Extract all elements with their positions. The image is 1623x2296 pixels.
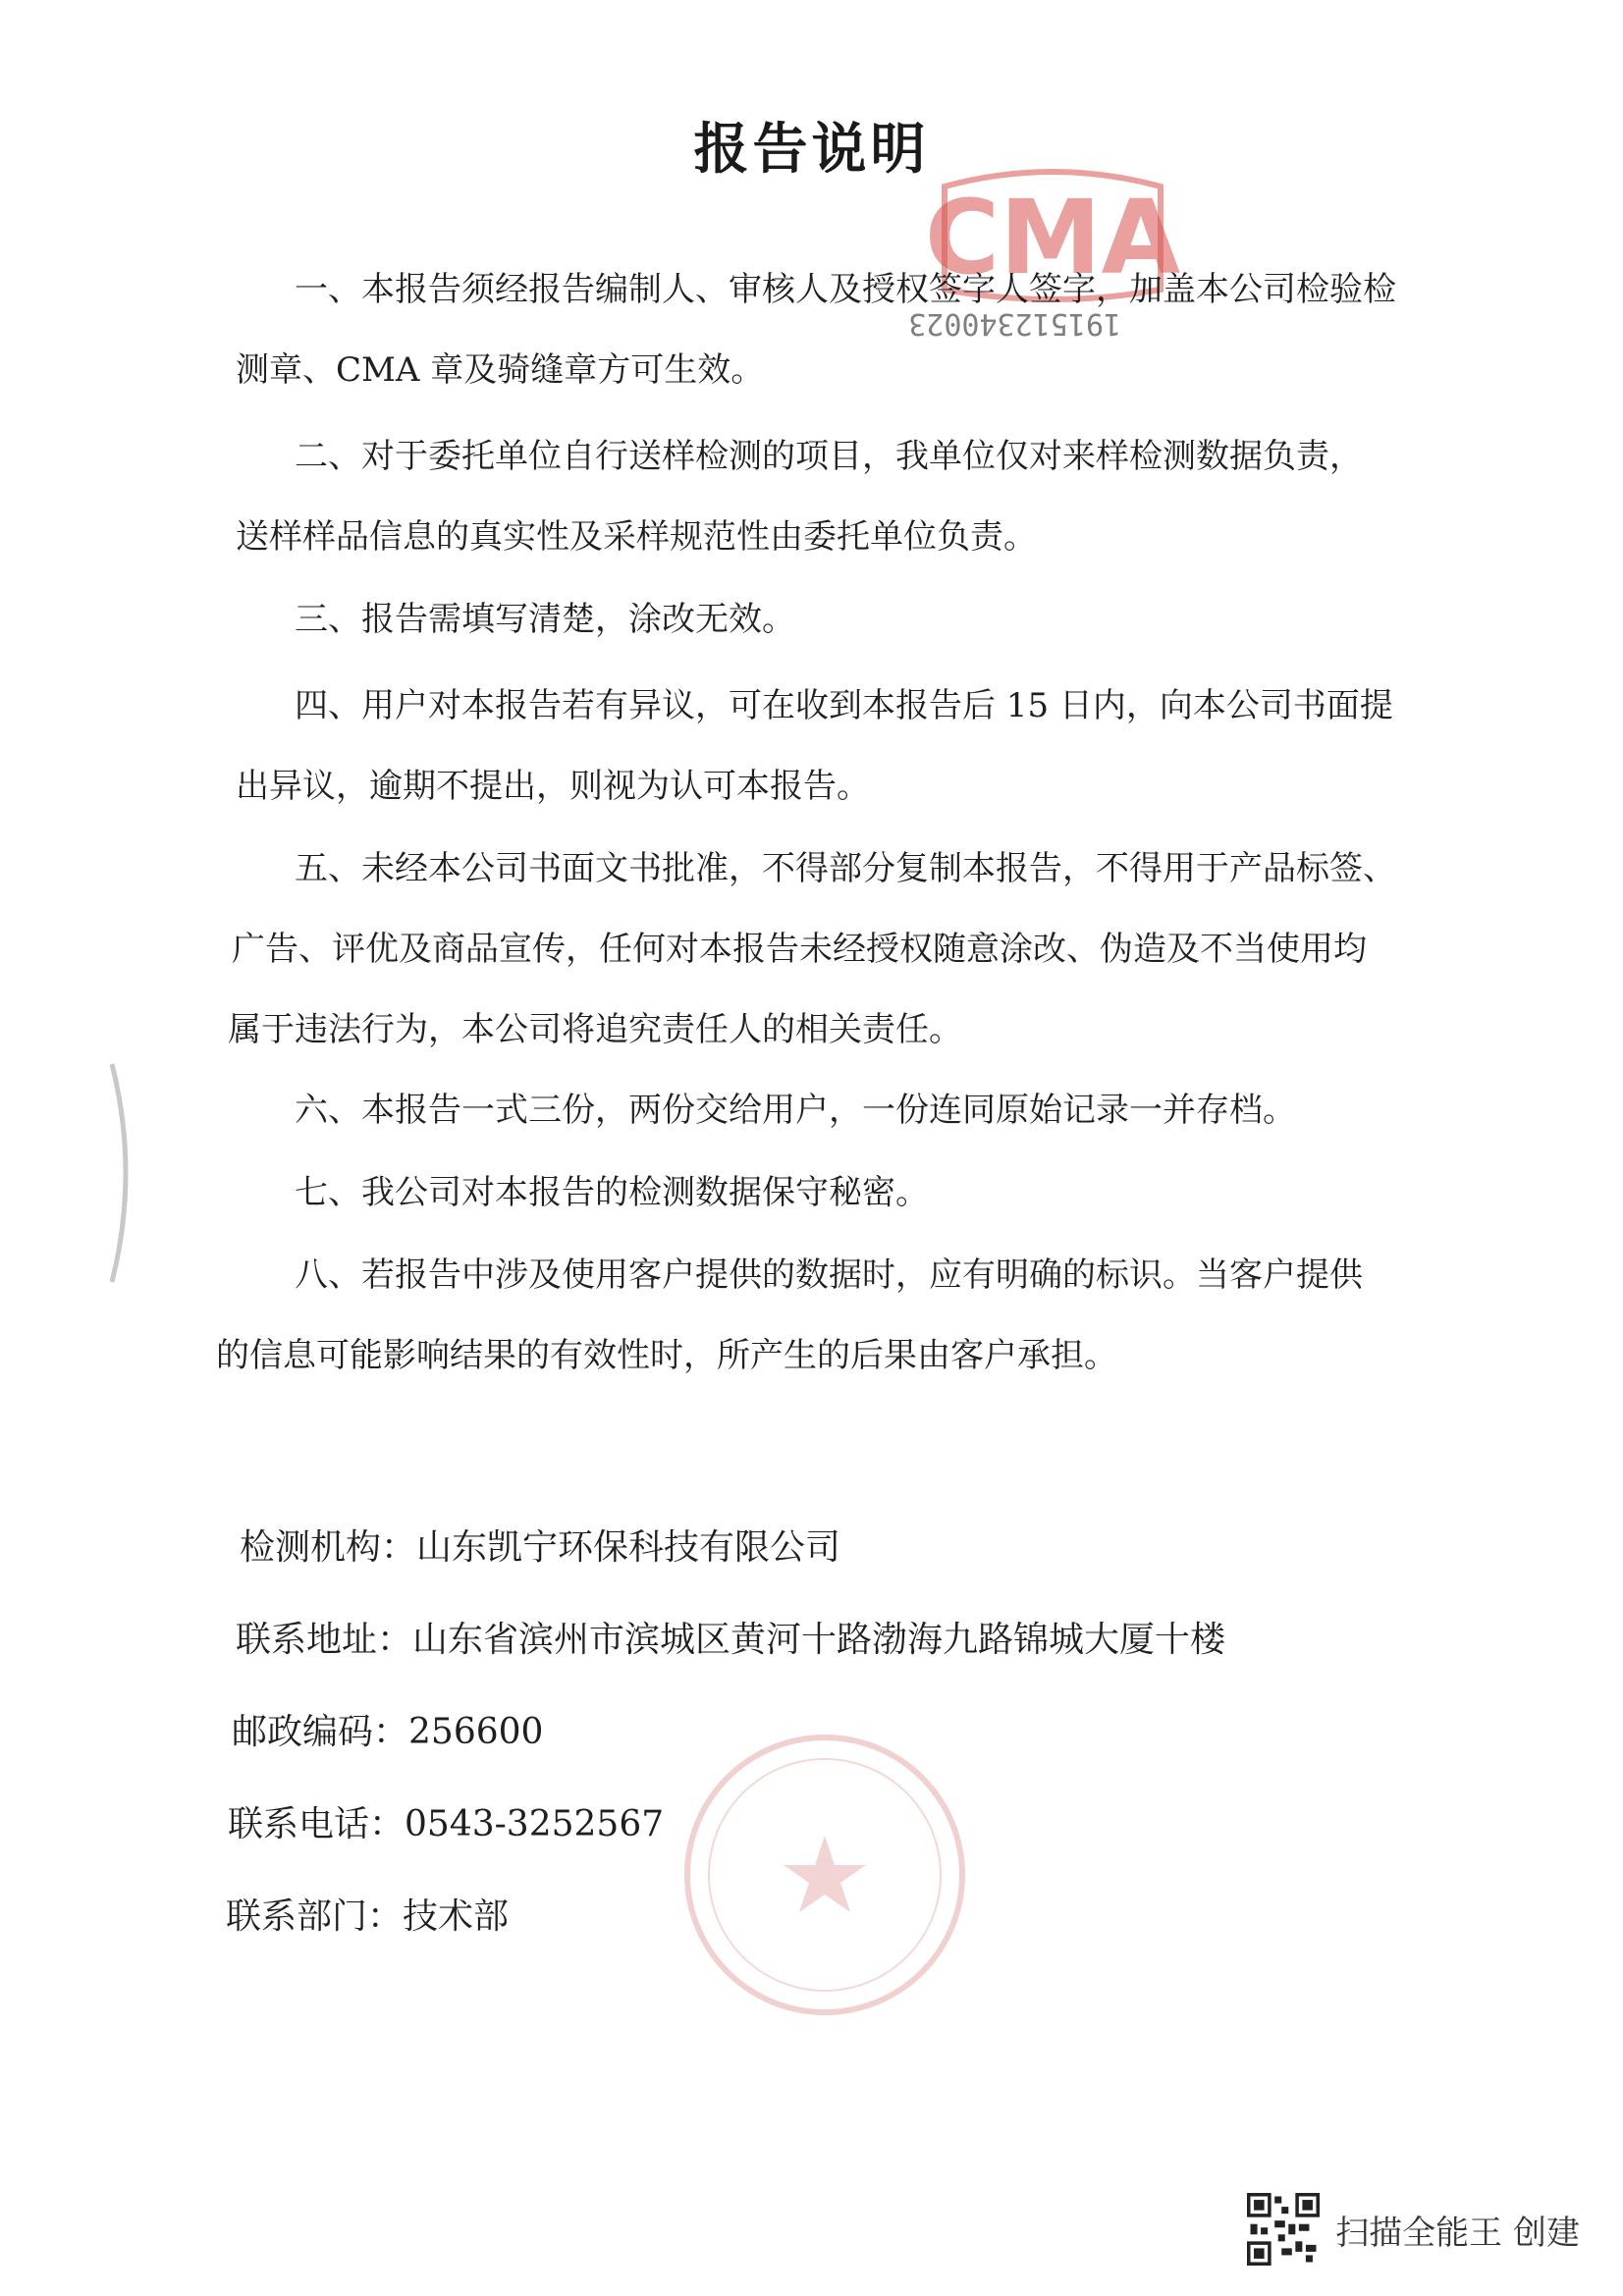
phone-label: 联系电话： bbox=[228, 1804, 406, 1844]
address-label: 联系地址： bbox=[236, 1620, 413, 1660]
clause-8-line-2: 的信息可能影响结果的有效性时，所产生的后果由客户承担。 bbox=[216, 1336, 1117, 1375]
scanner-watermark bbox=[1247, 2190, 1580, 2269]
contact-info bbox=[226, 1502, 1225, 1963]
clause-2 bbox=[236, 416, 1363, 577]
agency-label: 检测机构： bbox=[240, 1527, 417, 1568]
clause-6 bbox=[295, 1070, 1296, 1150]
clause-1 bbox=[236, 249, 1396, 410]
postcode-value: 256600 bbox=[408, 1712, 544, 1752]
clause-4 bbox=[236, 666, 1393, 827]
clause-8 bbox=[216, 1235, 1363, 1396]
clause-7 bbox=[295, 1152, 929, 1233]
department-value: 技术部 bbox=[403, 1896, 510, 1937]
agency-value: 山东凯宁环保科技有限公司 bbox=[416, 1527, 841, 1568]
clause-8-line-1: 八、若报告中涉及使用客户提供的数据时，应有明确的标识。当客户提供 bbox=[295, 1255, 1363, 1295]
clause-3-line-1: 三、报告需填写清楚，涂改无效。 bbox=[295, 600, 795, 639]
clause-1-line-1: 一、本报告须经报告编制人、审核人及授权签字人签字，加盖本公司检验检 bbox=[295, 270, 1396, 309]
contact-row-address bbox=[236, 1594, 1225, 1686]
department-label: 联系部门： bbox=[226, 1896, 404, 1937]
clause-4-line-1: 四、用户对本报告若有异议，可在收到本报告后 15 日内，向本公司书面提 bbox=[295, 686, 1393, 725]
clause-2-line-2: 送样样品信息的真实性及采样规范性由委托单位负责。 bbox=[236, 517, 1037, 557]
footer-text: 扫描全能王 创建 bbox=[1335, 2213, 1580, 2253]
qr-code-icon bbox=[1247, 2193, 1320, 2266]
postcode-label: 邮政编码： bbox=[232, 1712, 409, 1752]
page-title: 报告说明 bbox=[693, 117, 930, 182]
clause-7-line-1: 七、我公司对本报告的检测数据保守秘密。 bbox=[295, 1173, 929, 1212]
clause-3 bbox=[295, 579, 795, 660]
contact-row-phone bbox=[228, 1779, 1225, 1871]
clause-4-line-2: 出异议，逾期不提出，则视为认可本报告。 bbox=[236, 767, 870, 806]
clause-1-line-2: 测章、CMA 章及骑缝章方可生效。 bbox=[236, 350, 765, 390]
clause-5-line-1: 五、未经本公司书面文书批准，不得部分复制本报告，不得用于产品标签、 bbox=[295, 849, 1396, 888]
address-value: 山东省滨州市滨城区黄河十路渤海九路锦城大厦十楼 bbox=[412, 1620, 1226, 1660]
clause-5-line-2: 广告、评优及商品宣传，任何对本报告未经授权随意涂改、伪造及不当使用均 bbox=[232, 930, 1367, 969]
binding-seal-mark bbox=[106, 1060, 145, 1286]
svg-text:191512340023: 191512340023 bbox=[908, 306, 1121, 341]
clause-5-line-3: 属于违法行为，本公司将追究责任人的相关责任。 bbox=[228, 1010, 962, 1049]
clause-6-line-1: 六、本报告一式三份，两份交给用户，一份连同原始记录一并存档。 bbox=[295, 1091, 1296, 1130]
clause-2-line-1: 二、对于委托单位自行送样检测的项目，我单位仅对来样检测数据负责， bbox=[295, 437, 1363, 476]
phone-value: 0543-3252567 bbox=[405, 1804, 665, 1844]
contact-row-postcode bbox=[232, 1686, 1225, 1779]
clause-5 bbox=[228, 828, 1396, 1070]
contact-row-department bbox=[226, 1871, 1225, 1963]
svg-text:CMA: CMA bbox=[924, 178, 1181, 297]
contact-row-agency bbox=[240, 1502, 1225, 1594]
